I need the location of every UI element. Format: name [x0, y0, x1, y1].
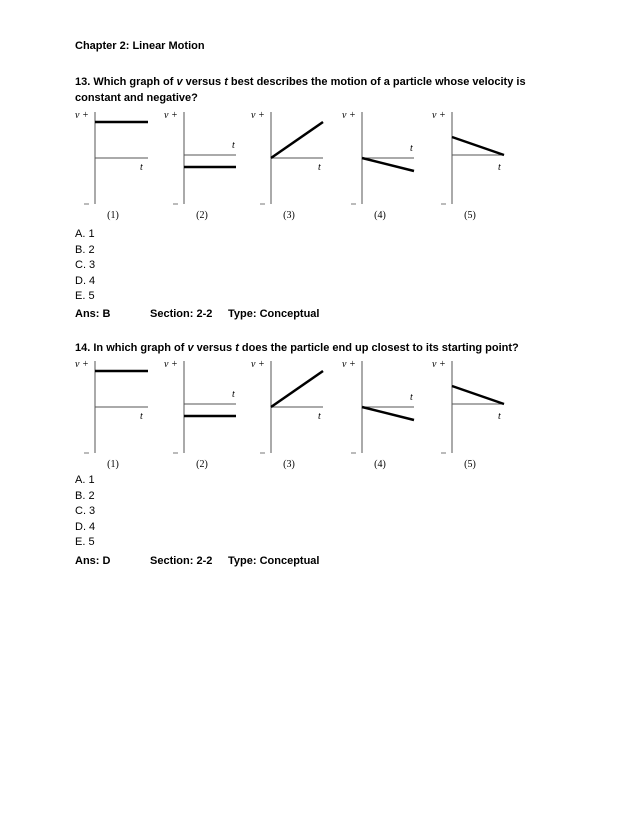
- question-text-2: versus: [193, 342, 236, 354]
- graph-caption: (3): [283, 459, 295, 470]
- velocity-line: [452, 137, 504, 155]
- t-axis-label: t: [232, 140, 235, 151]
- v-axis-label: v +: [164, 359, 178, 370]
- option-d: D. 4: [75, 520, 96, 533]
- graph-1: [75, 110, 148, 221]
- v-axis-label: v +: [251, 110, 265, 121]
- question-var-v: v: [187, 342, 194, 354]
- section: Section: 2-2: [150, 555, 213, 567]
- question-13: [75, 74, 565, 106]
- options-q13: [75, 227, 95, 305]
- velocity-line: [362, 407, 414, 420]
- velocity-line: [271, 371, 323, 407]
- graph-3: [251, 110, 323, 221]
- t-axis-label: t: [318, 411, 321, 422]
- answer: Ans: D: [75, 555, 111, 567]
- option-c: C. 3: [75, 505, 96, 517]
- graphs-q14: [60, 355, 530, 479]
- option-e: E. 5: [75, 290, 95, 302]
- graph-caption: (5): [464, 210, 476, 221]
- graph-5: [432, 110, 504, 221]
- v-axis-label: v +: [75, 359, 89, 370]
- option-b: B. 2: [75, 489, 95, 502]
- t-axis-label: t: [140, 162, 143, 173]
- question-var-v: v: [176, 76, 183, 88]
- t-axis-label: t: [140, 411, 143, 422]
- option-a: A. 1: [75, 228, 95, 240]
- graph-4: [342, 359, 414, 470]
- velocity-line: [452, 386, 504, 404]
- question-number: 14.: [75, 342, 91, 354]
- option-c: C. 3: [75, 259, 96, 271]
- graph-3: [251, 359, 323, 470]
- v-axis-label: v +: [251, 359, 265, 370]
- graph-2: [164, 110, 236, 221]
- v-axis-label: v +: [164, 110, 178, 121]
- graph-caption: (2): [196, 210, 208, 221]
- question-14: [75, 340, 565, 356]
- graph-5: [432, 359, 504, 470]
- t-axis-label: t: [232, 389, 235, 400]
- v-axis-label: v +: [432, 110, 446, 121]
- question-text-3: does the particle end up closest to its starting point?: [238, 342, 519, 354]
- option-b: B. 2: [75, 243, 95, 256]
- v-axis-label: v +: [75, 110, 89, 121]
- graph-caption: (3): [283, 210, 295, 221]
- graph-caption: (1): [107, 210, 119, 221]
- t-axis-label: t: [410, 392, 413, 403]
- question-text-3: best describes the motion of a particle whose velocity is constant and negative?: [75, 76, 526, 104]
- question-var-t: t: [235, 342, 239, 354]
- type: Type: Conceptual: [228, 555, 320, 567]
- question-number: 13.: [75, 76, 91, 88]
- question-var-t: t: [224, 76, 228, 88]
- option-a: A. 1: [75, 474, 95, 486]
- section: Section: 2-2: [150, 308, 213, 320]
- velocity-line: [362, 158, 414, 171]
- velocity-line: [271, 122, 323, 158]
- t-axis-label: t: [498, 162, 501, 173]
- question-text-2: versus: [182, 76, 225, 88]
- graph-2: [164, 359, 236, 470]
- t-axis-label: t: [318, 162, 321, 173]
- graphs-q13: [60, 106, 530, 230]
- graph-4: [342, 110, 414, 221]
- v-axis-label: v +: [342, 110, 356, 121]
- question-text-1: In which graph of: [93, 342, 188, 354]
- type: Type: Conceptual: [228, 308, 320, 320]
- v-axis-label: v +: [342, 359, 356, 370]
- t-axis-label: t: [498, 411, 501, 422]
- options-q14: [75, 473, 95, 551]
- graph-caption: (5): [464, 459, 476, 470]
- option-d: D. 4: [75, 274, 96, 287]
- graph-caption: (4): [374, 210, 386, 221]
- graph-caption: (2): [196, 459, 208, 470]
- graph-caption: (4): [374, 459, 386, 470]
- v-axis-label: v +: [432, 359, 446, 370]
- page-title: Chapter 2: Linear Motion: [75, 40, 205, 52]
- answer: Ans: B: [75, 308, 111, 320]
- graph-caption: (1): [107, 459, 119, 470]
- t-axis-label: t: [410, 143, 413, 154]
- option-e: E. 5: [75, 536, 95, 548]
- graph-1: [75, 359, 148, 470]
- question-text-1: Which graph of: [93, 76, 177, 88]
